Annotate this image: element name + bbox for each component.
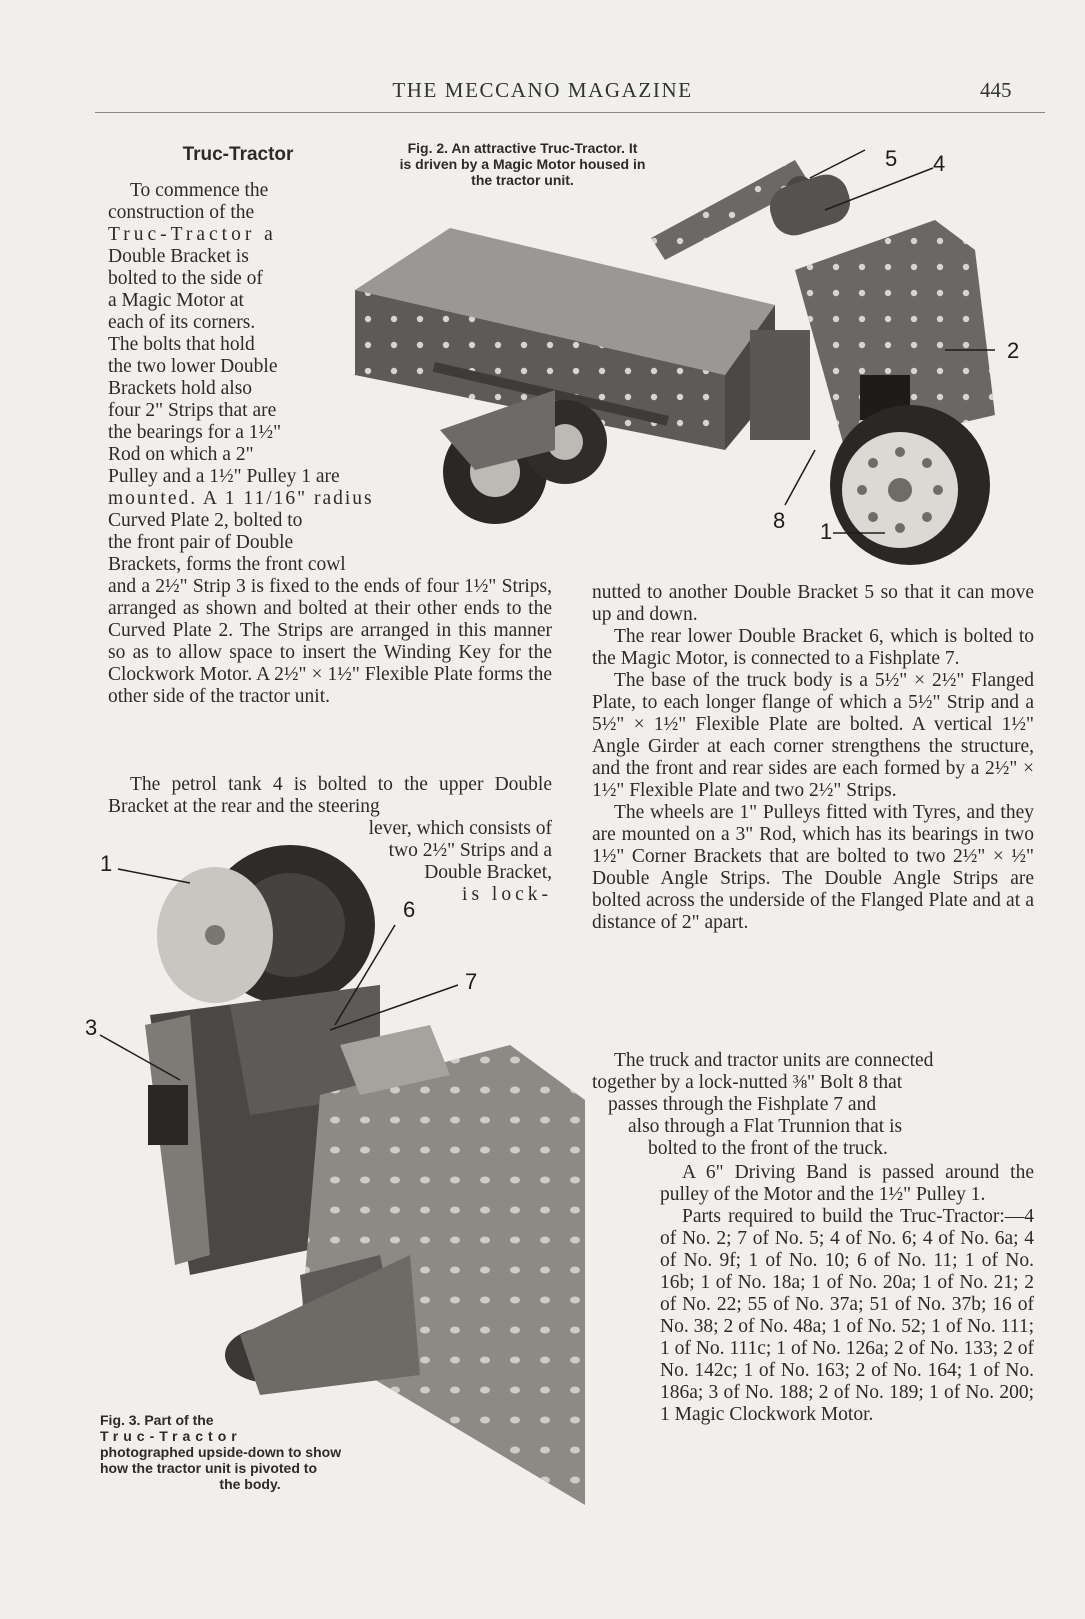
paragraph: The rear lower Double Bracket 6, which is bolted to the Magic Motor, is connected to a Fishplate 7. [592, 626, 1034, 669]
callout-6: 6 [403, 897, 416, 922]
col1-para1-rest [108, 576, 552, 708]
paragraph: The base of the truck body is a 5½" × 2½" Flanged Plate, to each longer flange of which a 5½" Strip and a 5½" × 1½" Flexible Plate are bolted. A vertical 1½" Angle Girder at each corner strengthens the structure, and the front and rear sides are each formed by a 2½" × 1½" Flexible Plate and two 2½" Strips. [592, 670, 1034, 801]
article-title: Truc-Tractor [182, 144, 294, 165]
fig3-caption [100, 1412, 400, 1492]
text-line: together by a lock-nutted ⅜" Bolt 8 that [592, 1072, 903, 1093]
text-line: Pulley and a 1½" Pulley 1 are [108, 466, 340, 487]
fig3-tractor-unit-photo [80, 835, 605, 1505]
drive-pulleys [157, 845, 375, 1005]
text-line: The bolts that hold [108, 334, 255, 355]
text-line: the front pair of Double [108, 532, 294, 553]
fig3-caption-line: Truc-Tractor [100, 1428, 242, 1444]
text-line: bolted to the side of [108, 268, 263, 289]
col2-para5 [592, 1050, 1034, 1160]
text-line: a Magic Motor at [108, 290, 244, 311]
text-line: is lock- [462, 884, 552, 905]
paragraph: The wheels are 1" Pulleys fitted with Tyres, and they are mounted on a 3" Rod, which has its bearings in two 1½" Corner Brackets that are bolted to two 2½" × ½" Double Angle Strips. The Double Angle Strips are bolted across the underside of the Flanged Plate and at a distance of 2" apart. [592, 802, 1034, 933]
tractor-unit [750, 169, 995, 565]
callout-4: 4 [933, 151, 946, 176]
running-title: THE MECCANO MAGAZINE [392, 78, 693, 102]
text-line: Double Bracket is [108, 246, 249, 267]
callout-1: 1 [100, 851, 113, 876]
paragraph: The petrol tank 4 is bolted to the upper Double Bracket at the rear and the steering [108, 774, 552, 817]
text-line: Brackets hold also [108, 378, 253, 399]
callout-2: 2 [1007, 338, 1020, 363]
callout-5: 5 [885, 146, 898, 171]
col2-para6 [660, 1162, 1034, 1426]
text-line: The truck and tractor units are connected [614, 1050, 934, 1071]
paragraph: and a 2½" Strip 3 is fixed to the ends of four 1½" Strips, arranged as shown and bolted at their other ends to the Curved Plate 2. The Strips are arranged in this manner so as to allow space to insert the Winding Key for the Clockwork Motor. A 2½" × 1½" Flexible Plate forms the other side of the tractor unit. [108, 576, 552, 707]
text-line: the two lower Double [108, 356, 278, 377]
fig2-caption-line: Fig. 2. An attractive Truc-Tractor. It [407, 140, 638, 156]
truck-wheels [440, 390, 607, 524]
text-line: the bearings for a 1½" [108, 422, 282, 443]
col2-text [592, 582, 1034, 934]
col1-para2 [108, 774, 552, 818]
text-line: construction of the [108, 202, 255, 223]
text-line: Truc-Tractor a [108, 224, 277, 245]
text-line: To commence the [130, 180, 269, 201]
text-line: each of its corners. [108, 312, 256, 333]
fig3-caption-line: the body. [219, 1476, 281, 1492]
text-line: Curved Plate 2, bolted to [108, 510, 303, 531]
callout-8: 8 [773, 508, 786, 533]
header-rule [95, 112, 1045, 113]
fig2-caption-line: the tractor unit. [471, 172, 574, 188]
text-line: lever, which consists of [368, 818, 552, 839]
col1-wrapped-text [108, 180, 374, 576]
text-line: two 2½" Strips and a [388, 840, 552, 861]
text-line: Double Bracket, [424, 862, 552, 883]
text-line: passes through the Fishplate 7 and [608, 1094, 877, 1115]
page-number: 445 [980, 78, 1012, 102]
parts-list: Parts required to build the Truc-Tractor:—4 of No. 2; 7 of No. 5; 4 of No. 6; 4 of No. 6a; 4 of No. 9f; 1 of No. 10; 6 of No. 11; 1 of No. 16b; 1 of No. 18a; 1 of No. 20a; 1 of No. 21; 2 of No. 22; 55 of No. 37a; 51 of No. 37b; 16 of No. 38; 2 of No. 48a; 1 of No. 52; 1 of No. 111; 1 of No. 111c; 1 of No. 126a; 2 of No. 133; 2 of No. 142c; 1 of No. 163; 2 of No. 164; 1 of No. 186a; 3 of No. 188; 2 of No. 189; 1 of No. 200; 1 Magic Clockwork Motor. [660, 1206, 1034, 1425]
callout-3: 3 [85, 1015, 98, 1040]
callout-1: 1 [820, 519, 833, 544]
callout-7: 7 [465, 969, 478, 994]
text-line: mounted. A 1 11/16" radius [108, 488, 374, 509]
text-line: bolted to the front of the truck. [648, 1138, 888, 1159]
text-line: Brackets, forms the front cowl [108, 554, 346, 575]
text-line: also through a Flat Trunnion that is [628, 1116, 903, 1137]
paragraph: A 6" Driving Band is passed around the pulley of the Motor and the 1½" Pulley 1. [660, 1162, 1034, 1205]
fig3-caption-line: photographed upside-down to show [100, 1444, 342, 1460]
paragraph: nutted to another Double Bracket 5 so that it can move up and down. [592, 582, 1034, 625]
text-line: Rod on which a 2" [108, 444, 254, 465]
fig3-caption-line: Fig. 3. Part of the [100, 1412, 214, 1428]
fig3-caption-line: how the tractor unit is pivoted to [100, 1460, 317, 1476]
fig2-caption-line: is driven by a Magic Motor housed in [399, 156, 646, 172]
text-line: four 2" Strips that are [108, 400, 277, 421]
